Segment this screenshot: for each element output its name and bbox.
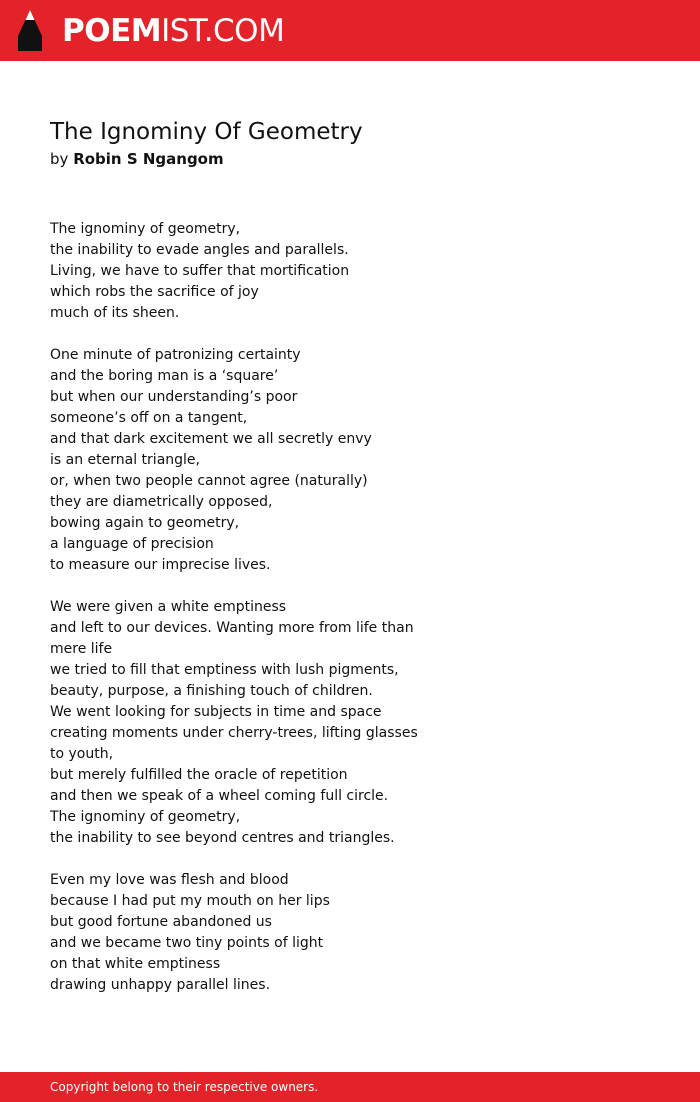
poem-line: bowing again to geometry, <box>50 515 240 531</box>
poem-line: is an eternal triangle, <box>50 452 200 468</box>
poem-line: and left to our devices. Wanting more from life than <box>50 620 414 636</box>
poem-stanza <box>50 345 450 576</box>
poem-line: but when our understanding’s poor <box>50 389 298 405</box>
poem-line: Living, we have to suffer that mortification <box>50 263 350 279</box>
byline-prefix: by <box>50 150 69 168</box>
poem-stanza <box>50 219 450 324</box>
poem-line: The ignominy of geometry, <box>50 221 241 237</box>
poem-line: We went looking for subjects in time and space <box>50 704 382 720</box>
poem-line: but merely fulfilled the oracle of repetition <box>50 767 348 783</box>
logo-light-text: IST.COM <box>161 13 285 49</box>
poem-line: drawing unhappy parallel lines. <box>50 977 271 993</box>
poem-line: we tried to fill that emptiness with lush pigments, <box>50 662 399 678</box>
poem-line: the inability to evade angles and parallels. <box>50 242 349 258</box>
logo-bold-text: POEM <box>62 13 162 49</box>
poem-line: which robs the sacrifice of joy <box>50 284 259 300</box>
poem-line: creating moments under cherry-trees, lifting glasses <box>50 725 418 741</box>
pencil-icon[interactable] <box>18 10 42 51</box>
poem-stanza <box>50 597 450 849</box>
poem-line: someone’s off on a tangent, <box>50 410 248 426</box>
site-logo[interactable] <box>62 11 284 51</box>
poem-title: The Ignominy Of Geometry <box>50 119 363 145</box>
poem-line: and we became two tiny points of light <box>50 935 324 951</box>
poem-line: or, when two people cannot agree (naturally) <box>50 473 368 489</box>
poem-line: One minute of patronizing certainty <box>50 347 301 363</box>
poem-line: on that white emptiness <box>50 956 221 972</box>
poem-line: because I had put my mouth on her lips <box>50 893 330 909</box>
poem-stanza <box>50 870 450 996</box>
poem-line: much of its sheen. <box>50 305 180 321</box>
poem-line: but good fortune abandoned us <box>50 914 272 930</box>
author-name: Robin S Ngangom <box>73 150 224 168</box>
poem-line: Even my love was flesh and blood <box>50 872 289 888</box>
poem-line: and then we speak of a wheel coming full circle. <box>50 788 389 804</box>
poem-line: the inability to see beyond centres and triangles. <box>50 830 395 846</box>
poem-line: they are diametrically opposed, <box>50 494 273 510</box>
poem-line: beauty, purpose, a finishing touch of children. <box>50 683 373 699</box>
poem-line: a language of precision <box>50 536 214 552</box>
site-footer <box>0 1072 700 1102</box>
poem-line: and the boring man is a ‘square’ <box>50 368 279 384</box>
poem-body <box>50 219 450 1017</box>
poem-line: to youth, <box>50 746 114 762</box>
poem-line: and that dark excitement we all secretly envy <box>50 431 372 447</box>
poem-line: The ignominy of geometry, <box>50 809 241 825</box>
byline <box>50 148 224 170</box>
poem-line: mere life <box>50 641 113 657</box>
site-header <box>0 0 700 61</box>
poem-line: We were given a white emptiness <box>50 599 287 615</box>
poem-line: to measure our imprecise lives. <box>50 557 271 573</box>
copyright-text: Copyright belong to their respective owners. <box>50 1080 319 1094</box>
